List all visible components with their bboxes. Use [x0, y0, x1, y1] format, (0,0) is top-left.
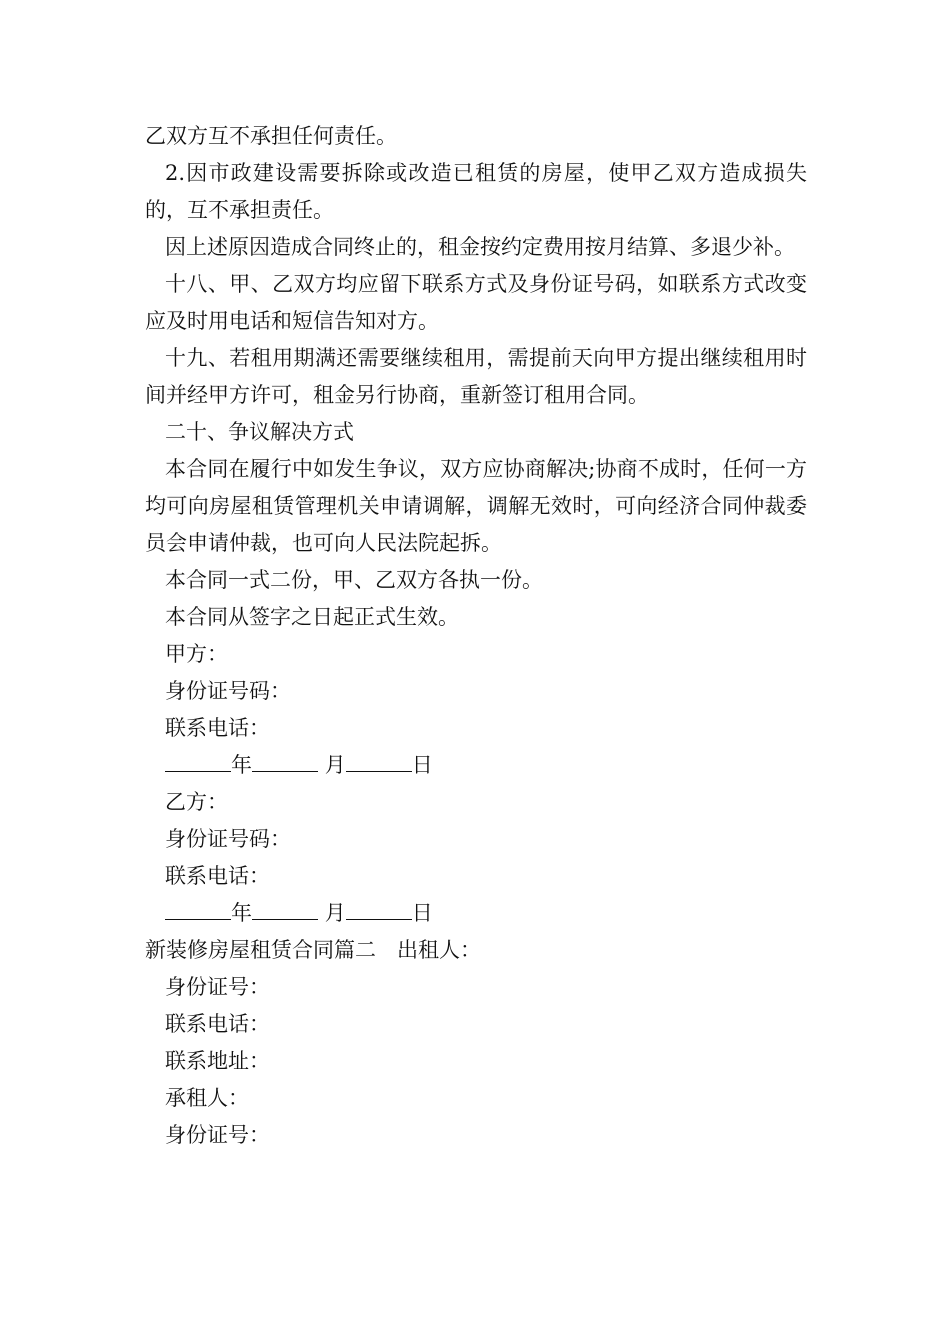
- year-label: 年: [231, 753, 252, 777]
- party-b-id-label: 身份证号码：: [165, 827, 291, 851]
- paragraph-6: 本合同在履行中如发生争议，双方应协商解决;协商不成时，任何一方均可向房屋租赁管理机关申请调解，调解无效时，可向经济合同仲裁委员会申请仲裁，也可向人民法院起拆。: [145, 457, 807, 555]
- party-b-label: 乙方：: [165, 790, 228, 814]
- paragraph-1: 2.因市政建设需要拆除或改造已租赁的房屋，使甲乙双方造成损失的，互不承担责任。: [145, 161, 807, 222]
- paragraph-3: 十八、甲、乙双方均应留下联系方式及身份证号码，如联系方式改变应及时用电话和短信告知对方。: [145, 272, 807, 333]
- section-two-field: 联系地址：: [165, 1049, 270, 1073]
- section-two-field: 联系电话：: [165, 1012, 270, 1036]
- paragraph-8: 本合同从签字之日起正式生效。: [165, 605, 459, 629]
- month-blank: [252, 897, 318, 920]
- year-label: 年: [231, 901, 252, 925]
- year-blank: [165, 897, 231, 920]
- party-a-date-line: [145, 747, 807, 784]
- party-a-id-label: 身份证号码：: [165, 679, 291, 703]
- section-two-field: 承租人：: [165, 1086, 249, 1110]
- section-two-field: 身份证号：: [165, 1123, 270, 1147]
- section-two-heading: 新装修房屋租赁合同篇二 出租人：: [145, 938, 481, 962]
- paragraph-0: 乙双方互不承担任何责任。: [145, 124, 397, 148]
- day-label: 日: [411, 901, 433, 925]
- month-label: 月: [324, 753, 346, 777]
- document-page: [145, 118, 807, 1154]
- day-label: 日: [411, 753, 433, 777]
- year-blank: [165, 749, 231, 772]
- day-blank: [346, 749, 412, 772]
- party-b-date-line: [145, 895, 807, 932]
- section-two-field: 身份证号：: [165, 975, 270, 999]
- paragraph-7: 本合同一式二份，甲、乙双方各执一份。: [165, 568, 543, 592]
- day-blank: [346, 897, 412, 920]
- paragraph-2: 因上述原因造成合同终止的，租金按约定费用按月结算、多退少补。: [165, 235, 795, 259]
- party-a-label: 甲方：: [165, 642, 228, 666]
- party-b-phone-label: 联系电话：: [165, 864, 270, 888]
- paragraph-4: 十九、若租用期满还需要继续租用，需提前天向甲方提出继续租用时间并经甲方许可，租金另行协商，重新签订租用合同。: [145, 346, 807, 407]
- party-a-phone-label: 联系电话：: [165, 716, 270, 740]
- paragraph-5: 二十、争议解决方式: [165, 420, 354, 444]
- month-blank: [252, 749, 318, 772]
- month-label: 月: [324, 901, 346, 925]
